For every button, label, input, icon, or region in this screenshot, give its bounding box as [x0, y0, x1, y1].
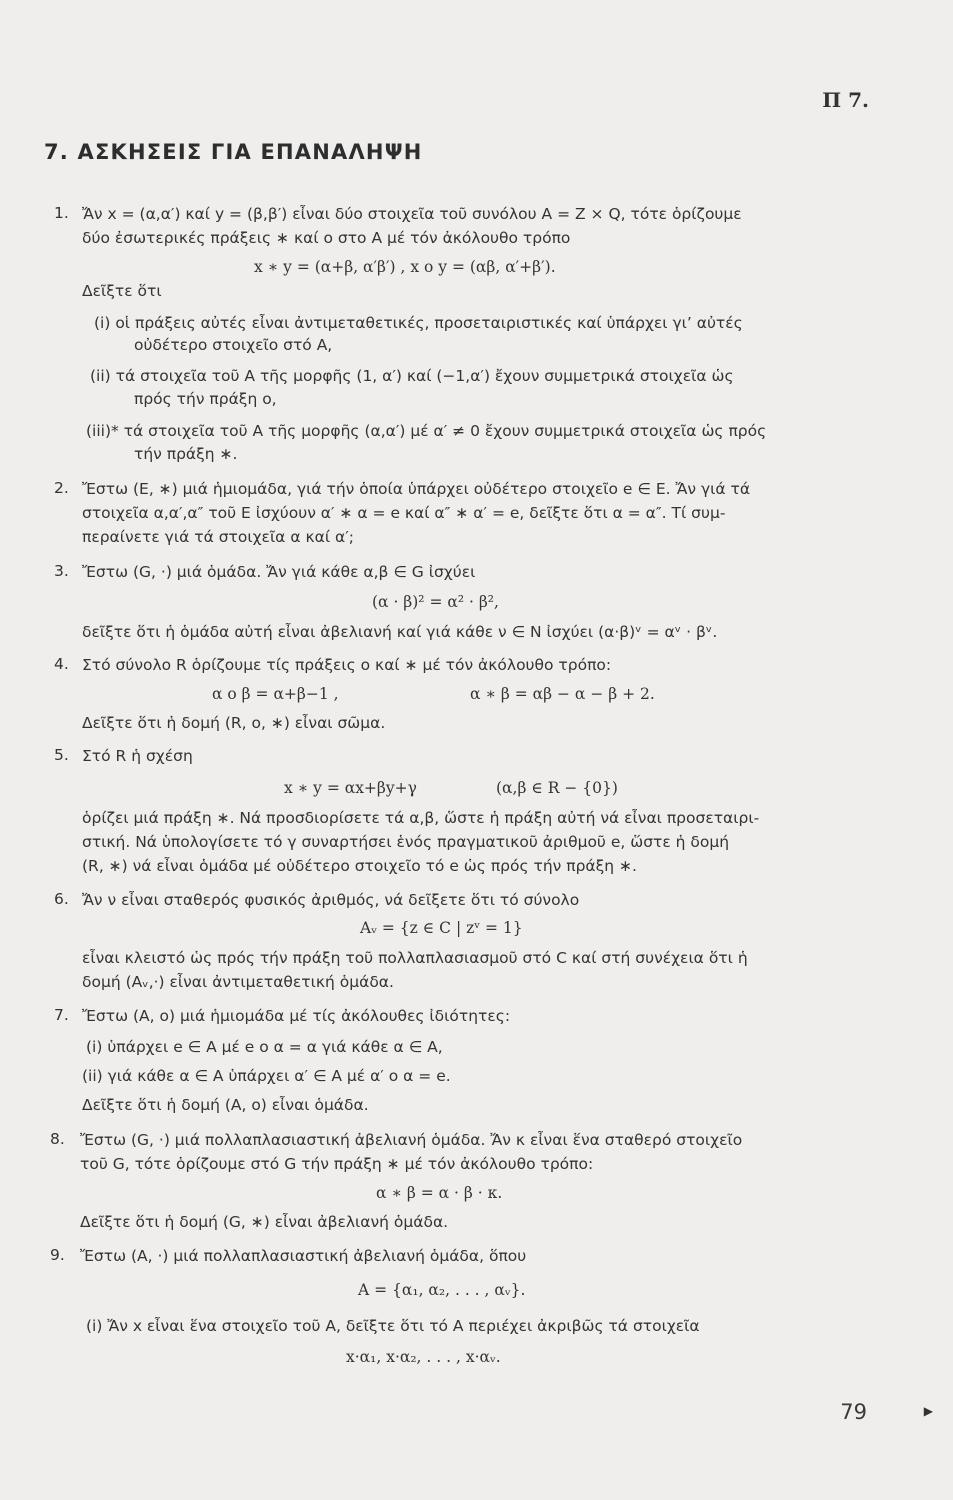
exercise-6-line-2: εἶναι κλειστό ὡς πρός τήν πράξη τοῦ πολλαπλασιασμοῦ στό C καί στή συνέχεια ὅτι ἡ [82, 949, 748, 967]
exercise-4-formula-a: α ο β = α+β−1 , [212, 685, 339, 703]
exercise-2-line-3: περαίνετε γιά τά στοιχεῖα α καί α′; [82, 528, 354, 546]
exercise-4-line-1: Στό σύνολο R ὁρίζουμε τίς πράξεις ο καί ∗ μέ τόν ἀκόλουθο τρόπο: [82, 656, 612, 674]
exercise-1-item-ii-line-2: πρός τήν πράξη ο, [134, 390, 277, 408]
exercise-1-line-3: Δεῖξτε ὅτι [82, 282, 162, 300]
exercise-1-line-2: δύο ἐσωτερικές πράξεις ∗ καί ο στο A μέ τόν ἀκόλουθο τρόπο [82, 229, 571, 247]
exercise-8-line-2: τοῦ G, τότε ὁρίζουμε στό G τήν πράξη ∗ μέ τόν ἀκόλουθο τρόπο: [80, 1155, 594, 1173]
exercise-6-number: 6. [54, 890, 69, 908]
exercise-1-item-ii-line-1: (ii) τά στοιχεῖα τοῦ A τῆς μορφῆς (1, α′) καί (−1,α′) ἔχουν συμμετρικά στοιχεῖα ὡς [90, 367, 734, 385]
exercise-3-number: 3. [54, 562, 69, 580]
exercise-9-formula: A = {α₁, α₂, . . . , αᵥ}. [358, 1281, 526, 1299]
exercise-7-line-1: Ἔστω (A, ο) μιά ἡμιομάδα μέ τίς ἀκόλουθες ἰδιότητες: [82, 1007, 511, 1025]
exercise-1-formula: x ∗ y = (α+β, α′β′) , x ο y = (αβ, α′+β′). [254, 258, 556, 276]
exercise-1-item-i-line-2: οὐδέτερο στοιχεῖο στό A, [134, 336, 333, 354]
exercise-7-item-ii: (ii) γιά κάθε α ∈ A ὑπάρχει α′ ∈ A μέ α′ ο α = e. [82, 1067, 451, 1085]
exercise-9-number: 9. [50, 1246, 65, 1264]
exercise-7-line-2: Δεῖξτε ὅτι ἡ δομή (A, ο) εἶναι ὁμάδα. [82, 1096, 369, 1114]
exercise-7-number: 7. [54, 1006, 69, 1024]
exercise-8-formula: α ∗ β = α · β · κ. [376, 1184, 503, 1202]
exercise-5-line-1: Στό R ἡ σχέση [82, 747, 193, 765]
section-reference: Π 7. [822, 88, 869, 112]
exercise-4-line-2: Δεῖξτε ὅτι ἡ δομή (R, ο, ∗) εἶναι σῶμα. [82, 714, 386, 732]
page-title: 7. ΑΣΚΗΣΕΙΣ ΓΙΑ ΕΠΑΝΑΛΗΨΗ [44, 140, 423, 164]
exercise-5-formula-b: (α,β ∈ R − {0}) [496, 779, 618, 797]
exercise-6-formula: Aᵥ = {z ∈ C | zᵛ = 1} [360, 919, 523, 937]
exercise-4-formula-b: α ∗ β = αβ − α − β + 2. [470, 685, 655, 703]
exercise-1-item-iii-line-2: τήν πράξη ∗. [134, 445, 238, 463]
exercise-2-number: 2. [54, 479, 69, 497]
exercise-5-line-2: ὁρίζει μιά πράξη ∗. Νά προσδιορίσετε τά α,β, ὥστε ἡ πράξη αὐτή νά εἶναι προσεταιρι- [82, 809, 760, 827]
exercise-8-line-3: Δεῖξτε ὅτι ἡ δομή (G, ∗) εἶναι ἀβελιανή ὁμάδα. [80, 1213, 449, 1231]
exercise-9-item-i: (i) Ἄν x εἶναι ἕνα στοιχεῖο τοῦ A, δεῖξτε ὅτι τό A περιέχει ἀκριβῶς τά στοιχεῖα [86, 1317, 700, 1335]
page-number: 79 [840, 1400, 867, 1424]
exercise-5-formula-a: x ∗ y = αx+βy+γ [284, 779, 417, 797]
exercise-1-item-iii-line-1: (iii)* τά στοιχεῖα τοῦ A τῆς μορφῆς (α,α′) μέ α′ ≠ 0 ἔχουν συμμετρικά στοιχεῖα ὡς πρός [86, 422, 767, 440]
exercise-1-number: 1. [54, 204, 69, 222]
exercise-9-line-1: Ἔστω (A, ·) μιά πολλαπλασιαστική ἀβελιανή ὁμάδα, ὅπου [80, 1247, 527, 1265]
exercise-8-line-1: Ἔστω (G, ·) μιά πολλαπλασιαστική ἀβελιανή ὁμάδα. Ἄν κ εἶναι ἕνα σταθερό στοιχεῖο [80, 1131, 743, 1149]
exercise-1-item-i-line-1: (i) οἱ πράξεις αὐτές εἶναι ἀντιμεταθετικές, προσεταιριστικές καί ὑπάρχει γι’ αὐτές [94, 314, 743, 332]
exercise-7-item-i: (i) ὑπάρχει e ∈ A μέ e ο α = α γιά κάθε α ∈ A, [86, 1038, 443, 1056]
exercise-6-line-3: δομή (Aᵥ,·) εἶναι ἀντιμεταθετική ὁμάδα. [82, 973, 394, 991]
exercise-1-line-1: Ἄν x = (α,α′) καί y = (β,β′) εἶναι δύο στοιχεῖα τοῦ συνόλου A = Z × Q, τότε ὁρίζουμε [82, 205, 742, 223]
exercise-5-line-4: (R, ∗) νά εἶναι ὁμάδα μέ οὐδέτερο στοιχεῖο τό e ὡς πρός τήν πράξη ∗. [82, 857, 637, 875]
exercise-4-number: 4. [54, 655, 69, 673]
exercise-5-number: 5. [54, 746, 69, 764]
exercise-2-line-1: Ἔστω (E, ∗) μιά ἡμιομάδα, γιά τήν ὁποία ὑπάρχει οὐδέτερο στοιχεῖο e ∈ E. Ἄν γιά τά [82, 480, 751, 498]
exercise-3-formula: (α · β)² = α² · β², [372, 593, 499, 611]
exercise-3-line-2: δεῖξτε ὅτι ἡ ὁμάδα αὐτή εἶναι ἀβελιανή καί γιά κάθε ν ∈ N ἰσχύει (α·β)ᵛ = αᵛ · βᵛ. [82, 623, 718, 641]
exercise-3-line-1: Ἔστω (G, ·) μιά ὁμάδα. Ἄν γιά κάθε α,β ∈ G ἰσχύει [82, 563, 476, 581]
arrow-marker-icon: ▶ [923, 1404, 933, 1418]
exercise-5-line-3: στική. Νά ὑπολογίσετε τό γ συναρτήσει ἑνός πραγματικοῦ ἀριθμοῦ e, ὥστε ἡ δομή [82, 833, 730, 851]
exercise-6-line-1: Ἄν ν εἶναι σταθερός φυσικός ἀριθμός, νά δεῖξετε ὅτι τό σύνολο [82, 891, 580, 909]
exercise-2-line-2: στοιχεῖα α,α′,α″ τοῦ E ἰσχύουν α′ ∗ α = e καί α″ ∗ α′ = e, δεῖξτε ὅτι α = α″. Τί συμ- [82, 504, 726, 522]
exercise-9-formula-2: x·α₁, x·α₂, . . . , x·αᵥ. [346, 1348, 501, 1366]
exercise-8-number: 8. [50, 1130, 65, 1148]
